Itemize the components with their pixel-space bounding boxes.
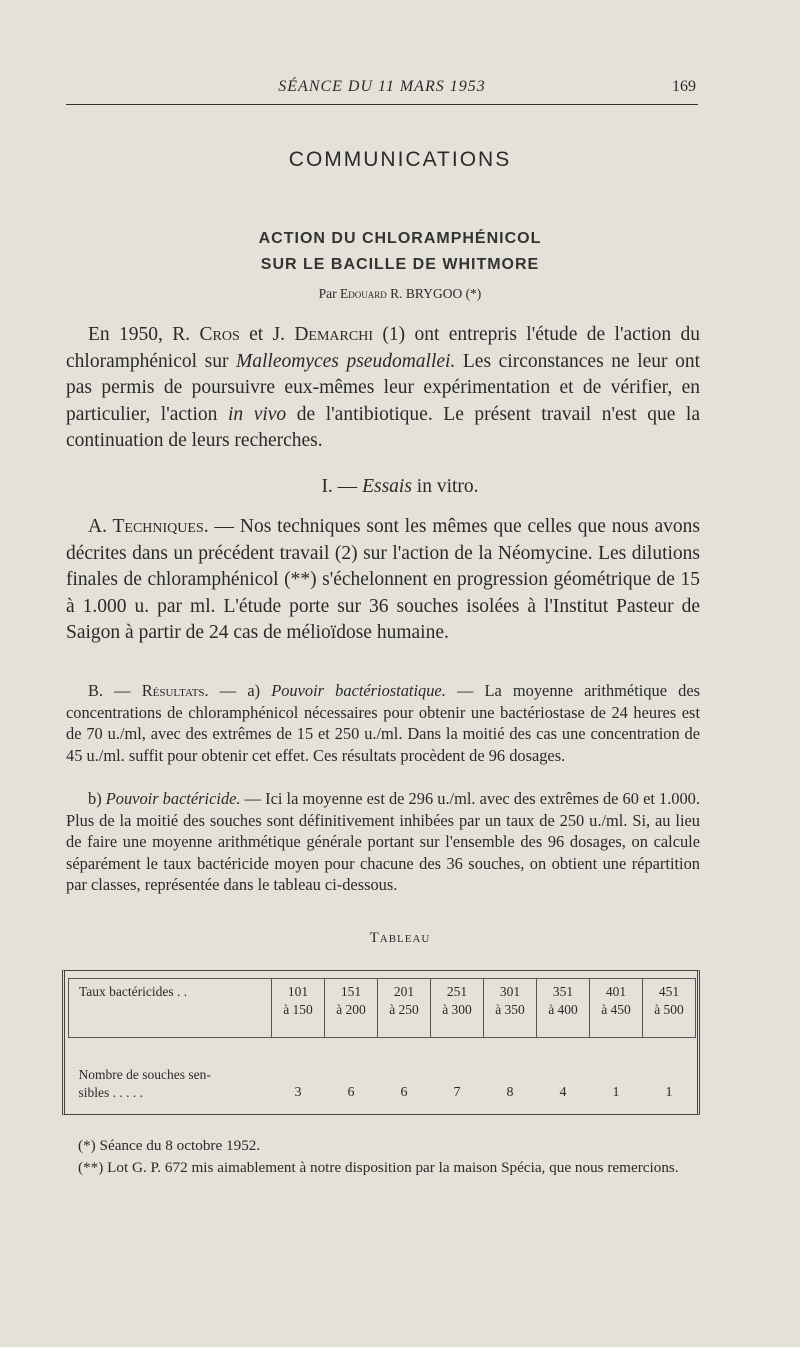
table-cell-count: 7 — [453, 1085, 461, 1100]
resultats-text-2: — La moyenne arithmétique des concentrations de chloramphénicol nécessaires pour obtenir une bactériostase de 24 heures est de 70 u./ml, avec des extrêmes de 15 et 250 u./ml. Dans la moitié des cas une concentration de 45 u./ml. suffit pour obtenir cet effet. Ces résultats procèdent de 96 dosages. — [66, 681, 700, 765]
table-row1-header: Taux bactéricides . . — [69, 979, 272, 1038]
col-from: 101 — [287, 984, 309, 999]
col-to: à 400 — [548, 1002, 578, 1017]
table-col-header — [378, 979, 431, 1038]
table-header-row — [69, 979, 696, 1038]
intro-author-1: Cros — [199, 324, 240, 345]
bactericide-text-2: — Ici la moyenne est de 296 u./ml. avec des extrêmes de 60 et 1.000. Plus de la moitié des souches sont définitivement inhibées par un taux de 250 u./ml. Si, au lieu de faire une moyenne arithmétique générale portant sur l'ensemble des 96 dosages, on calcule séparément le taux bactéricide moyen pour chacune des 36 souches, on obtient une répartition par classes, représentée dans le tableau ci-dessous. — [66, 789, 700, 895]
running-head — [66, 78, 698, 102]
intro-text-1: En 1950, R. — [88, 324, 200, 345]
footnote-1: (*) Séance du 8 octobre 1952. — [78, 1137, 261, 1154]
table-row2-header — [69, 1038, 272, 1111]
section-title: COMMUNICATIONS — [288, 148, 512, 171]
col-to: à 350 — [495, 1002, 525, 1017]
table-label: Tableau — [369, 930, 431, 946]
table-cell-count: 1 — [665, 1085, 673, 1100]
intro-text-4: Les circonstances ne leur ont pas permis de poursuivre eux-mêmes leur expérimentation et de vérifier, en particulier, l'action — [66, 350, 701, 425]
table-cell-count: 4 — [559, 1085, 567, 1100]
row2-header-line2: sibles . . . . . — [78, 1085, 144, 1100]
intro-author-2: Demarchi — [294, 324, 373, 345]
col-from: 351 — [552, 984, 574, 999]
table-col-header — [590, 979, 643, 1038]
table-col-header — [484, 979, 537, 1038]
part1-title-italic: Essais — [362, 476, 412, 497]
col-from: 201 — [393, 984, 415, 999]
resultats-label: B. — Résultats. — [88, 681, 209, 700]
page-number: 169 — [672, 78, 696, 95]
col-to: à 300 — [442, 1002, 472, 1017]
byline — [0, 286, 800, 302]
techniques-text: — Nos techniques sont les mêmes que celles que nous avons décrites dans un précédent travail (2) sur l'action de la Néomycine. Les dilutions finales de chloramphénicol (**) s'échelonnent en progression géométrique de 15 à 1.000 u. par ml. L'étude porte sur 36 souches isolées à l'Institut Pasteur de Saigon à partir de 24 cas de mélioïdose humaine. — [66, 516, 700, 644]
article-title-line2: SUR LE BACILLE DE WHITMORE — [260, 256, 540, 273]
intro-text-5: de l'antibiotique. Le présent travail n'est que la continuation de leurs recherches. — [66, 403, 700, 452]
part1-title-rest: in vitro. — [411, 476, 479, 497]
techniques-label: A. Techniques. — [88, 516, 209, 537]
bactericide-paragraph — [66, 788, 700, 896]
table-cell-count: 3 — [294, 1085, 302, 1100]
table-col-header — [272, 979, 325, 1038]
intro-in-vivo: in vivo — [227, 403, 287, 425]
running-title: SÉANCE DU 11 MARS 1953 — [278, 78, 486, 95]
table-cell-count: 6 — [400, 1085, 408, 1100]
row2-header-line1: Nombre de souches sen- — [78, 1067, 211, 1082]
col-from: 401 — [605, 984, 627, 999]
footnote-2: (**) Lot G. P. 672 mis aimablement à notre disposition par la maison Spécia, que nous remercions. — [78, 1159, 679, 1176]
col-to: à 500 — [654, 1002, 684, 1017]
part1-heading — [0, 476, 800, 498]
col-from: 251 — [446, 984, 468, 999]
col-from: 151 — [340, 984, 362, 999]
byline-prefix: Par — [318, 286, 337, 301]
col-to: à 250 — [389, 1002, 419, 1017]
resultats-paragraph — [66, 680, 700, 766]
table-body-row — [69, 1038, 696, 1111]
table-col-header — [325, 979, 378, 1038]
bactericide-text-1: b) — [88, 789, 106, 808]
resultats-text-1: — a) — [208, 681, 272, 700]
byline-note: (*) — [465, 286, 482, 301]
table-cell-count: 8 — [506, 1085, 514, 1100]
intro-paragraph — [66, 322, 700, 455]
resultats-subtitle-a: Pouvoir bactériostatique. — [271, 681, 446, 700]
bactericide-subtitle-b: Pouvoir bactéricide. — [105, 789, 241, 808]
part1-number: I. — — [321, 476, 363, 497]
table-col-header — [643, 979, 696, 1038]
intro-organism: Malleomyces pseudomallei. — [236, 350, 456, 372]
col-to: à 200 — [336, 1002, 366, 1017]
table-cell-count: 6 — [347, 1085, 355, 1100]
article-title-line1: ACTION DU CHLORAMPHÉNICOL — [258, 230, 542, 247]
byline-author-rest: R. BRYGOO — [390, 286, 463, 301]
table-cell-count: 1 — [612, 1085, 620, 1100]
intro-text-3: (1) ont entrepris l'étude de l'action du chloramphénicol sur — [66, 324, 700, 372]
data-table — [68, 978, 696, 1110]
col-from: 301 — [499, 984, 521, 999]
techniques-paragraph — [66, 514, 700, 647]
col-to: à 150 — [283, 1002, 313, 1017]
table-col-header — [431, 979, 484, 1038]
col-to: à 450 — [601, 1002, 631, 1017]
table-col-header — [537, 979, 590, 1038]
col-from: 451 — [658, 984, 680, 999]
byline-author-first: Edouard — [340, 286, 387, 301]
header-rule — [66, 104, 698, 105]
intro-text-2: et J. — [239, 324, 295, 345]
